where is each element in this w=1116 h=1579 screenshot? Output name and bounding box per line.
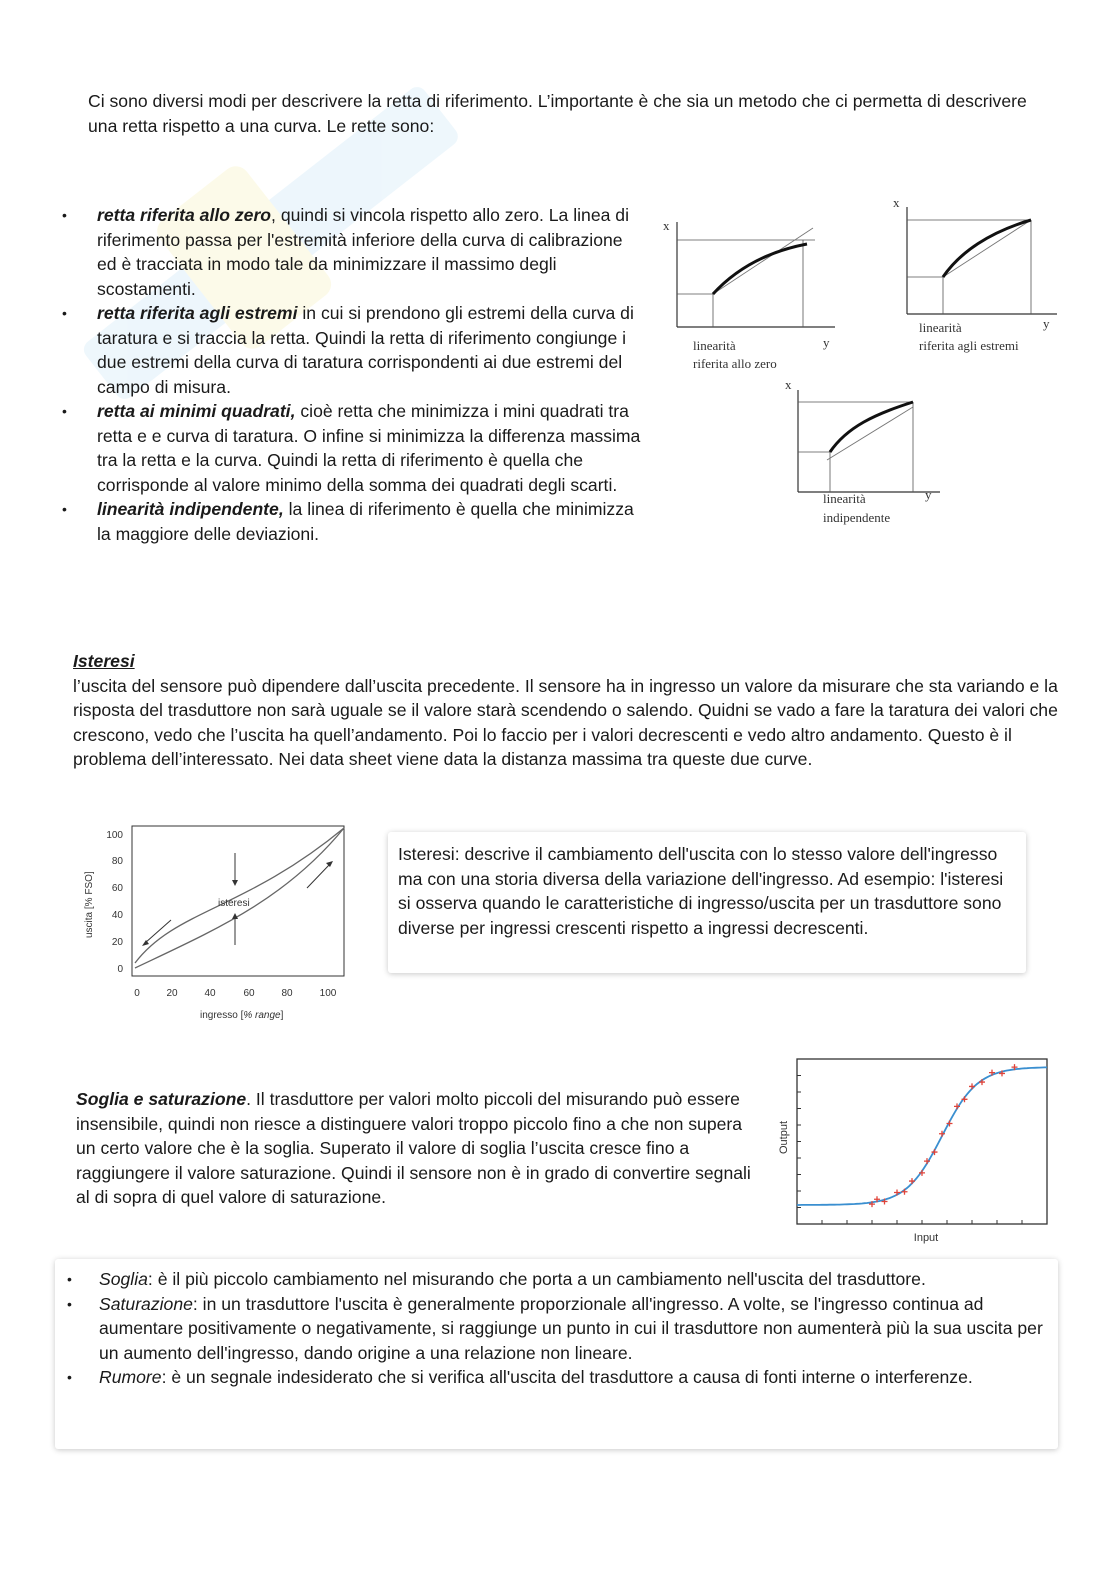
hysteresis-chart — [75, 820, 365, 1030]
isteresi-callout — [388, 832, 1026, 973]
definizioni-box — [55, 1259, 1058, 1449]
x-label-prefix: ingresso [ — [200, 1010, 244, 1021]
description: : in un trasduttore l'uscita è generalmente proporzionale all'ingresso. A volte, se l'ingresso continua ad aumentare positivamente o negativamente, si raggiunge un punto in cui il trasduttore non aumenterà più la sua uscita per un aumento dell'ingresso, dando origine a una relazione non lineare. — [99, 1293, 1043, 1363]
axis-y-label: y — [823, 335, 830, 350]
list-item — [62, 301, 642, 399]
panel-caption: linearità — [693, 338, 736, 353]
linearity-figure — [655, 182, 1075, 542]
list-item — [65, 1267, 1048, 1292]
isteresi-heading: Isteresi — [73, 651, 135, 671]
axis-y-label: y — [925, 487, 932, 502]
panel-indipendente — [785, 377, 940, 525]
axis-x-label: x — [893, 195, 900, 210]
term: Soglia — [99, 1269, 148, 1289]
panel-caption: riferita agli estremi — [919, 338, 1019, 353]
list-item — [65, 1292, 1048, 1366]
x-tick: 40 — [204, 988, 216, 999]
x-tick: 0 — [134, 988, 140, 999]
term: retta riferita allo zero — [97, 205, 272, 225]
x-label-unit: % range — [243, 1010, 281, 1021]
list-item — [62, 203, 642, 301]
threshold-saturation-chart — [772, 1052, 1062, 1252]
panel-riferita-allo-zero — [663, 218, 835, 371]
definizioni-list — [65, 1267, 1048, 1390]
axis-x-label: x — [663, 218, 670, 233]
panel-caption: indipendente — [823, 510, 891, 525]
x-tick: 60 — [243, 988, 255, 999]
term: retta ai minimi quadrati, — [97, 401, 296, 421]
soglia-body: . Il trasduttore per valori molto piccoli del misurando può essere insensibile, quindi non riesce a distinguere valori troppo piccolo fino a che non supera un certo valore che è la soglia. Superato il valore di soglia l’uscita cresce fino a raggiungere il valore saturazione. Quindi il sensore non è in grado di convertire segnali al di sopra di quel valore di saturazione. — [76, 1089, 751, 1207]
term: retta riferita agli estremi — [97, 303, 298, 323]
list-item — [62, 399, 642, 497]
description: la linea di riferimento è quella che minimizza la maggiore delle deviazioni. — [97, 499, 634, 544]
x-tick: 20 — [166, 988, 178, 999]
y-axis-label: uscita [% FSO] — [84, 871, 95, 938]
term: Rumore — [99, 1367, 162, 1387]
description: : è un segnale indesiderato che si verifica all'uscita del trasduttore a causa di fonti interne o interferenze. — [161, 1367, 973, 1387]
x-tick: 80 — [281, 988, 293, 999]
description: , quindi si vincola rispetto allo zero. La linea di riferimento passa per l'estremità inferiore della curva di calibrazione ed è tracciata in modo tale da minimizzare il massimo degli scostamenti. — [97, 205, 629, 299]
rette-list — [62, 203, 642, 546]
x-axis-label: Input — [913, 1232, 939, 1244]
panel-caption: linearità — [823, 491, 866, 506]
x-axis-label — [200, 1010, 284, 1021]
y-tick: 20 — [111, 937, 123, 948]
panel-caption: linearità — [919, 320, 962, 335]
soglia-paragraph — [76, 1087, 766, 1210]
axis-y-label: y — [1043, 316, 1050, 331]
term: Saturazione — [99, 1293, 193, 1314]
isteresi-paragraph: l’uscita del sensore può dipendere dall’uscita precedente. Il sensore ha in ingresso un valore da misurare che sta variando e la risposta del trasduttore non sarà uguale se il valore starà scendendo o salendo. Quidni se vado a fare la taratura dei valori che crescono, vedo che l’uscita ha quell’andamento. Poi lo faccio per i valori decrescenti e vedo altro andamento. Questo è il problema dell’interessato. Nei data sheet viene data la distanza massima tra queste due curve. — [73, 675, 1058, 769]
soglia-heading: Soglia e saturazione — [76, 1089, 247, 1109]
panel-riferita-agli-estremi — [893, 195, 1057, 353]
y-tick: 80 — [111, 856, 123, 867]
y-axis-label: Output — [778, 1120, 790, 1154]
list-item — [62, 497, 642, 546]
intro-paragraph: Ci sono diversi modi per descrivere la retta di riferimento. L’importante è che sia un metodo che ci permetta di descrivere una retta rispetto a una curva. Le rette sono: — [88, 91, 1027, 136]
y-tick: 60 — [111, 883, 123, 894]
isteresi-annotation: isteresi — [218, 898, 250, 909]
isteresi-section — [73, 649, 1073, 772]
x-label-suffix: ] — [280, 1010, 284, 1021]
x-tick: 100 — [319, 988, 337, 999]
y-tick: 100 — [106, 830, 123, 841]
description: : è il più piccolo cambiamento nel misurando che porta a un cambiamento nell'uscita del trasduttore. — [147, 1269, 926, 1289]
callout-text: Isteresi: descrive il cambiamento dell'uscita con lo stesso valore dell'ingresso ma con una storia diversa della variazione dell'ingresso. Ad esempio: l'isteresi si osserva quando le caratteristiche di ingresso/uscita per un trasduttore sono diverse per ingressi crescenti rispetto a ingressi decrescenti. — [398, 844, 1004, 938]
list-item — [65, 1365, 1048, 1390]
y-tick: 40 — [111, 910, 123, 921]
axis-x-label: x — [785, 377, 792, 392]
panel-caption: riferita allo zero — [693, 356, 777, 371]
description: cioè retta che minimizza i mini quadrati tra retta e e curva di taratura. O infine si minimizza la differenza massima tra la retta e la curva. Quindi la retta di riferimento è quella che corrisponde al valore minimo della somma dei quadrati degli scarti. — [97, 401, 641, 495]
term: linearità indipendente, — [97, 499, 284, 519]
description: in cui si prendono gli estremi della curva di taratura e si traccia la retta. Quindi la retta di riferimento congiunge i due estremi della curva di taratura corrispondenti ai due estremi del campo di misura. — [97, 303, 634, 397]
y-tick: 0 — [117, 964, 123, 975]
